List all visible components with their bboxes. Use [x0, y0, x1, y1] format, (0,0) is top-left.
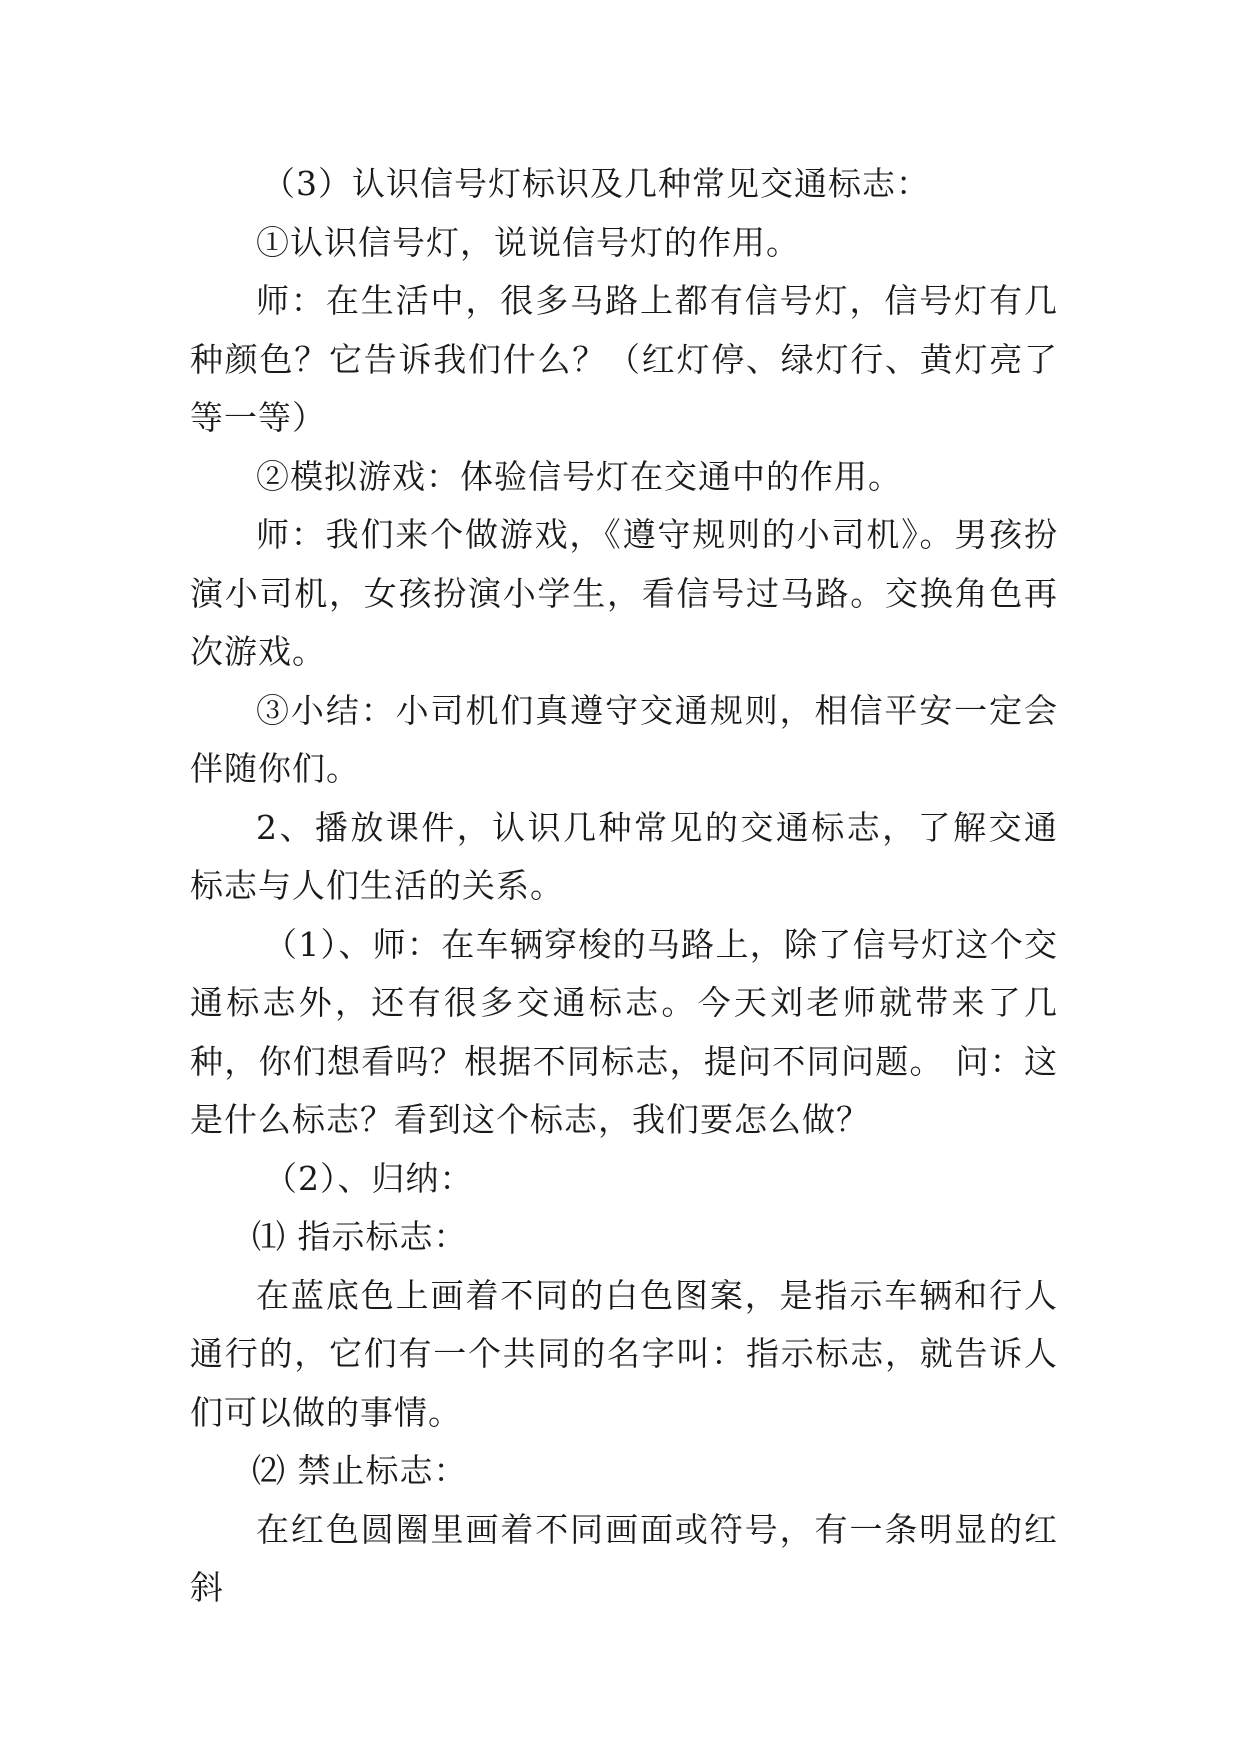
sign-type-1-heading: ⑴ 指示标志：	[252, 1217, 468, 1256]
teacher-question-paragraph: 师：在生活中，很多马路上都有信号灯，信号灯有几种颜色？它告诉我们什么？（红灯停、绿灯行、黄灯亮了等一等）	[190, 281, 1058, 437]
sign-type-2-heading: ⑵ 禁止标志：	[252, 1451, 468, 1490]
section-3-heading: （3）认识信号灯标识及几种常见交通标志：	[262, 164, 930, 203]
sign-type-2-description: 在红色圆圈里画着不同画面或符号，有一条明显的红斜	[190, 1509, 1058, 1607]
step-3-paragraph: ③小结：小司机们真遵守交通规则，相信平安一定会伴随你们。	[190, 690, 1058, 788]
step-2-paragraph: ②模拟游戏：体验信号灯在交通中的作用。	[256, 456, 902, 496]
teacher-game-paragraph: 师：我们来个做游戏，《遵守规则的小司机》。男孩扮演小司机，女孩扮演小学生，看信号过马路。交换角色再次游戏。	[190, 515, 1058, 671]
sub-1-paragraph: （1）、师：在车辆穿梭的马路上，除了信号灯这个交通标志外，还有很多交通标志。今天刘老师就带来了几种，你们想看吗？根据不同标志，提问不同问题。 问：这是什么标志？看到这个标志，我们要怎么做？	[190, 924, 1058, 1139]
document-body	[190, 155, 1058, 1618]
section-2-paragraph: 2、播放课件，认识几种常见的交通标志，了解交通标志与人们生活的关系。	[190, 807, 1058, 905]
sub-2-heading: （2）、归纳：	[264, 1158, 474, 1198]
sign-type-1-description: 在蓝底色上画着不同的白色图案，是指示车辆和行人通行的，它们有一个共同的名字叫：指示标志，就告诉人们可以做的事情。	[190, 1275, 1058, 1432]
step-1-paragraph: ①认识信号灯，说说信号灯的作用。	[256, 222, 800, 262]
